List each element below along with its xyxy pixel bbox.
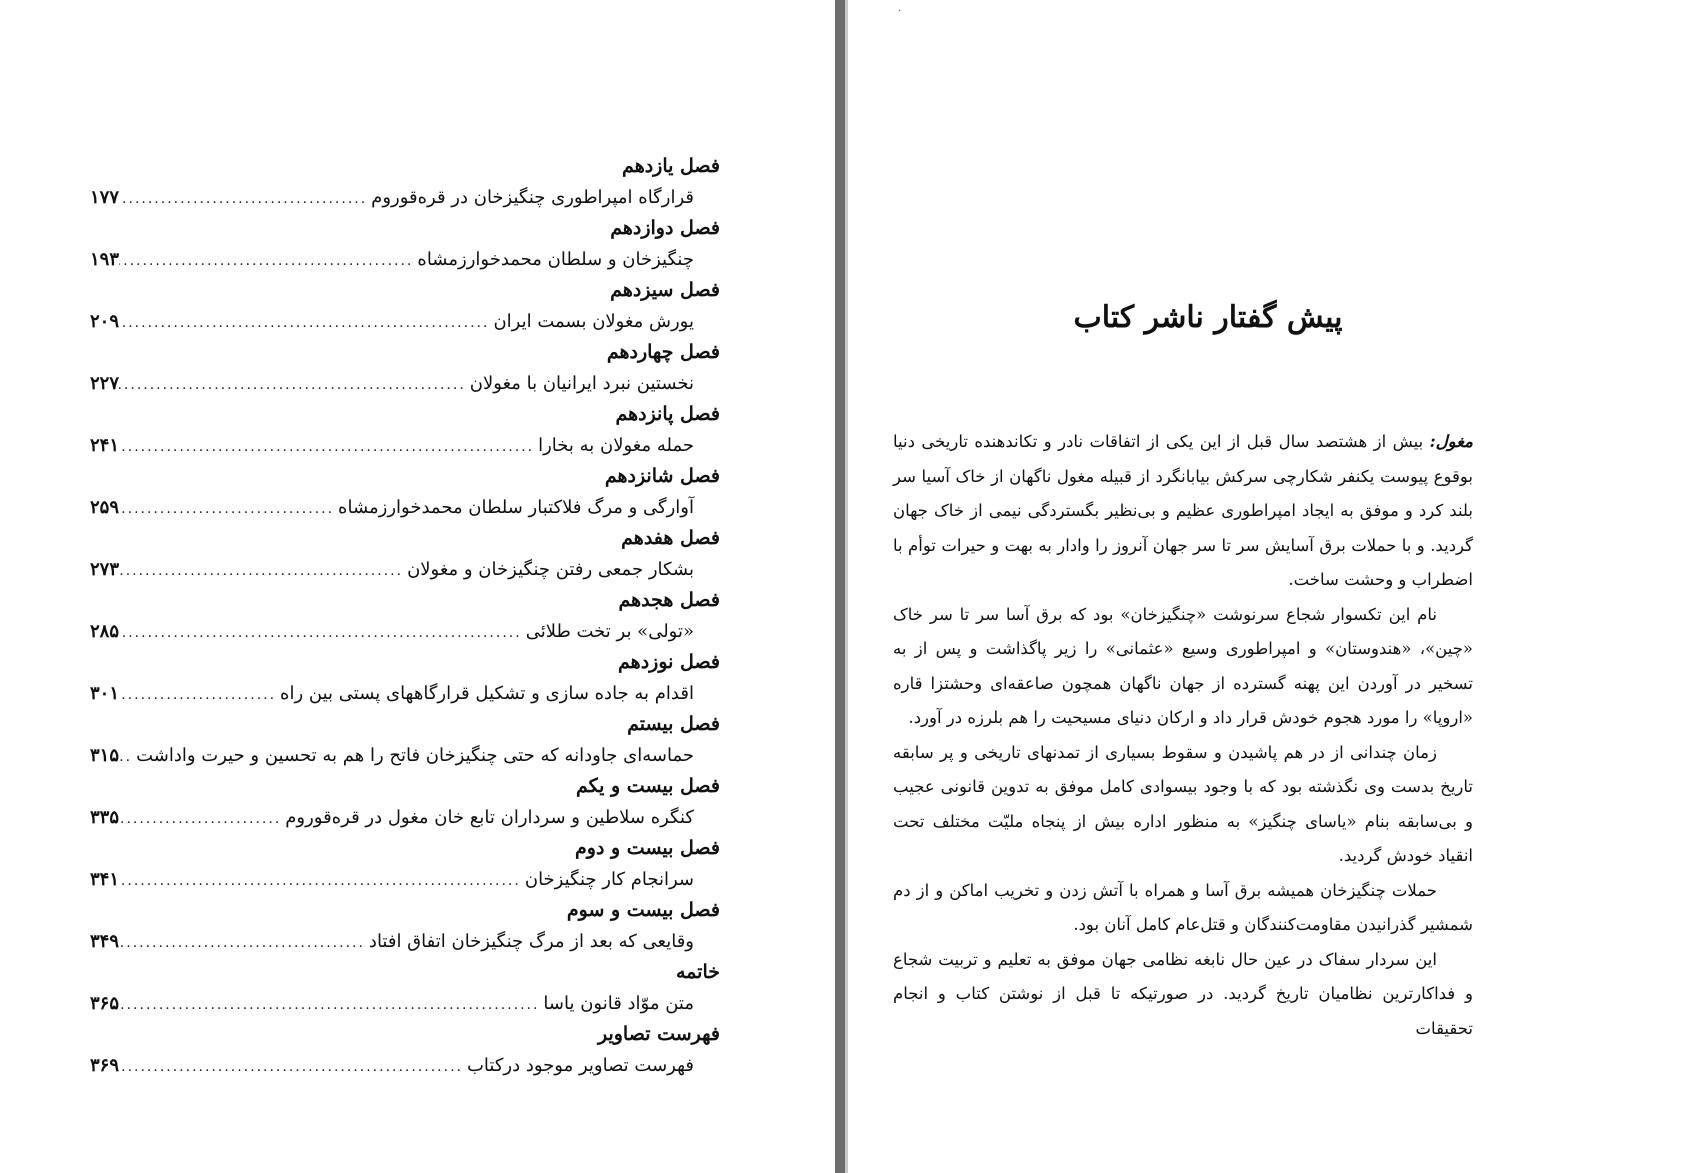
toc-leader-dots bbox=[119, 679, 280, 712]
toc-entry-title: متن موّاد قانون یاسا bbox=[543, 993, 694, 1014]
toc-chapter-heading: فصل سیزدهم bbox=[610, 279, 720, 301]
corner-mark: · bbox=[898, 6, 902, 17]
toc-entry bbox=[90, 615, 720, 648]
toc-page-number: ۳۶۹ bbox=[90, 1055, 120, 1076]
toc-leader-dots bbox=[119, 431, 538, 464]
toc-entry bbox=[90, 863, 720, 896]
toc-chapter-heading: فصل چهاردهم bbox=[606, 341, 720, 363]
toc-entry bbox=[90, 1049, 720, 1082]
toc-entry-title: قرارگاه امپراطوری چنگیزخان در قره‌قوروم bbox=[371, 187, 694, 208]
toc-entry-title: اقدام به جاده سازی و تشکیل قرارگاههای پستی بین راه bbox=[280, 683, 694, 704]
toc-leader-dots bbox=[119, 245, 417, 278]
toc-page-number: ۳۳۵ bbox=[90, 807, 120, 828]
toc-entry bbox=[90, 739, 720, 772]
toc-chapter-heading: فصل نوزدهم bbox=[618, 651, 720, 673]
paragraph-1-text: بیش از هشتصد سال قبل از این یکی از اتفاقات نادر و تکاندهنده تاریخی دنیا بوقوع پیوست یکنفر شکارچی سرکش بیابانگرد از قبیله مغول ناگهان از خاک آسیا سر بلند کرد و موفق به ایجاد امپراطوری عظیم و بی‌نظیر بگستردگی نیمی از خاک جهان گردید. و با حملات برق آسایش سر تا سر جهان آنروز را وادار به بهت و حیرات توأم با اضطراب و وحشت ساخت. bbox=[893, 432, 1473, 589]
paragraph-1 bbox=[893, 425, 1473, 598]
left-page-contents bbox=[0, 0, 835, 1173]
toc-page-number: ۱۹۳ bbox=[90, 249, 120, 270]
toc-page-number: ۲۸۵ bbox=[90, 621, 120, 642]
toc-entry-title: فهرست تصاویر موجود درکتاب bbox=[466, 1055, 694, 1076]
toc-chapter-heading: فصل پانزدهم bbox=[615, 403, 720, 425]
toc-entry bbox=[90, 925, 720, 958]
toc-leader-dots bbox=[119, 1051, 467, 1084]
toc-chapter-heading: فصل یازدهم bbox=[622, 155, 720, 177]
toc-page-number: ۳۶۵ bbox=[90, 993, 120, 1014]
toc-entry-title: بشکار جمعی رفتن چنگیزخان و مغولان bbox=[407, 559, 694, 580]
paragraph-4: حملات چنگیزخان همیشه برق آسا و همراه با آتش زدن و تخریب اماکن و از دم شمشیر گذرانیدن مقاومت‌کنندگان و قتل‌عام کامل آنان بود. bbox=[893, 880, 1473, 934]
toc-leader-dots bbox=[119, 307, 493, 340]
toc-entry-title: حماسه‌ای جاودانه که حتی چنگیزخان فاتح را هم به تحسین و حیرت واداشت bbox=[136, 745, 694, 766]
toc-page-number: ۳۴۱ bbox=[90, 869, 120, 890]
toc-chapter-heading: فصل هجدهم bbox=[618, 589, 720, 611]
paragraph-2: نام این تکسوار شجاع سرنوشت «چنگیزخان» بود که برق آسا سر تا سر خاک «چین»، «هندوستان» و امپراطوری وسیع «عثمانی» را زیر پاگذاشت و پس از به تسخیر در آوردن این پهنه گسترده از جهان ناگهان همچون صاعقه‌ای وحشتزا قاره «اروپا» را مورد هجوم خودش قرار داد و ارکان دنیای مسیحیت را هم بلرزه در آورد. bbox=[893, 604, 1473, 727]
toc-entry-title: کنگره سلاطین و سرداران تابع خان مغول در قره‌قوروم bbox=[285, 807, 694, 828]
toc-leader-dots bbox=[119, 989, 543, 1022]
paragraph-3: زمان چندانی از در هم پاشیدن و سقوط بسیاری از تمدنهای تاریخی و پر سابقه تاریخ بدست وی نگذشته بود که با وجود بیسوادی کامل موفق به تدوین قانونی عجیب و بی‌سابقه بنام «یاسای چنگیز» به منظور اداره بیش از پنجاه ملیّت مختلف تحت انقیاد خودش گردید. bbox=[893, 742, 1473, 865]
toc-entry bbox=[90, 987, 720, 1020]
toc-page-number: ۲۰۹ bbox=[90, 311, 120, 332]
toc-entry bbox=[90, 553, 720, 586]
toc-entry bbox=[90, 243, 720, 276]
preface-heading: پیش گفتار ناشر کتاب bbox=[1073, 300, 1343, 335]
toc-leader-dots bbox=[119, 617, 526, 650]
toc-leader-dots bbox=[119, 555, 407, 588]
toc-chapter-heading: فصل بیست و سوم bbox=[566, 899, 720, 921]
toc-entry bbox=[90, 429, 720, 462]
toc-chapter-heading: فصل شانزدهم bbox=[604, 465, 720, 487]
toc-chapter-heading: فصل بیستم bbox=[627, 713, 720, 735]
toc-chapter-heading: فهرست تصاویر bbox=[597, 1023, 720, 1045]
toc-entry-title: یورش مغولان بسمت ایران bbox=[493, 311, 694, 332]
toc-entry-title: وقایعی که بعد از مرگ چنگیزخان اتفاق افتاد bbox=[368, 931, 694, 952]
preface-body bbox=[893, 425, 1473, 1046]
toc-chapter-heading: فصل بیست و دوم bbox=[575, 837, 720, 859]
toc-entry bbox=[90, 305, 720, 338]
toc-entry-title: «تولی» بر تخت طلائی bbox=[525, 621, 694, 642]
toc-leader-dots bbox=[119, 741, 136, 774]
book-spine bbox=[835, 0, 845, 1173]
toc-leader-dots bbox=[119, 183, 371, 216]
toc-chapter-heading: خاتمه bbox=[676, 961, 720, 983]
toc-leader-dots bbox=[119, 493, 338, 526]
toc-entry bbox=[90, 677, 720, 710]
toc-page-number: ۲۴۱ bbox=[90, 435, 120, 456]
toc-chapter-heading: فصل دوازدهم bbox=[610, 217, 720, 239]
lead-word: مغول: bbox=[1429, 432, 1473, 451]
toc-leader-dots bbox=[119, 927, 369, 960]
toc-leader-dots bbox=[119, 865, 525, 898]
toc-leader-dots bbox=[119, 369, 470, 402]
toc-page-number: ۳۱۵ bbox=[90, 745, 120, 766]
toc-page-number: ۲۲۷ bbox=[90, 373, 120, 394]
toc-page-number: ۱۷۷ bbox=[90, 187, 120, 208]
toc-leader-dots bbox=[119, 803, 285, 836]
toc-page-number: ۳۰۱ bbox=[90, 683, 120, 704]
toc-entry bbox=[90, 181, 720, 214]
right-page-preface bbox=[848, 0, 1681, 1173]
toc-page-number: ۳۴۹ bbox=[90, 931, 120, 952]
toc-entry-title: آوارگی و مرگ فلاکتبار سلطان محمدخوارزمشاه bbox=[338, 497, 694, 518]
toc-chapter-heading: فصل هفدهم bbox=[621, 527, 720, 549]
toc-entry-title: نخستین نبرد ایرانیان با مغولان bbox=[469, 373, 694, 394]
toc-chapter-heading: فصل بیست و یکم bbox=[575, 775, 720, 797]
toc-page-number: ۲۵۹ bbox=[90, 497, 120, 518]
toc-entry-title: چنگیزخان و سلطان محمدخوارزمشاه bbox=[417, 249, 694, 270]
toc-entry-title: حمله مغولان به بخارا bbox=[538, 435, 694, 456]
toc-entry bbox=[90, 367, 720, 400]
table-of-contents bbox=[90, 152, 720, 1082]
toc-page-number: ۲۷۳ bbox=[90, 559, 120, 580]
paragraph-5: این سردار سفاک در عین حال نابغه نظامی جهان موفق به تعلیم و تربیت شجاع و فداکارترین نظامیان تاریخ گردید. در صورتیکه تا قبل از نوشتن کتاب و انجام تحقیقات bbox=[893, 949, 1473, 1038]
toc-entry bbox=[90, 801, 720, 834]
toc-entry bbox=[90, 491, 720, 524]
toc-entry-title: سرانجام کار چنگیزخان bbox=[524, 869, 694, 890]
